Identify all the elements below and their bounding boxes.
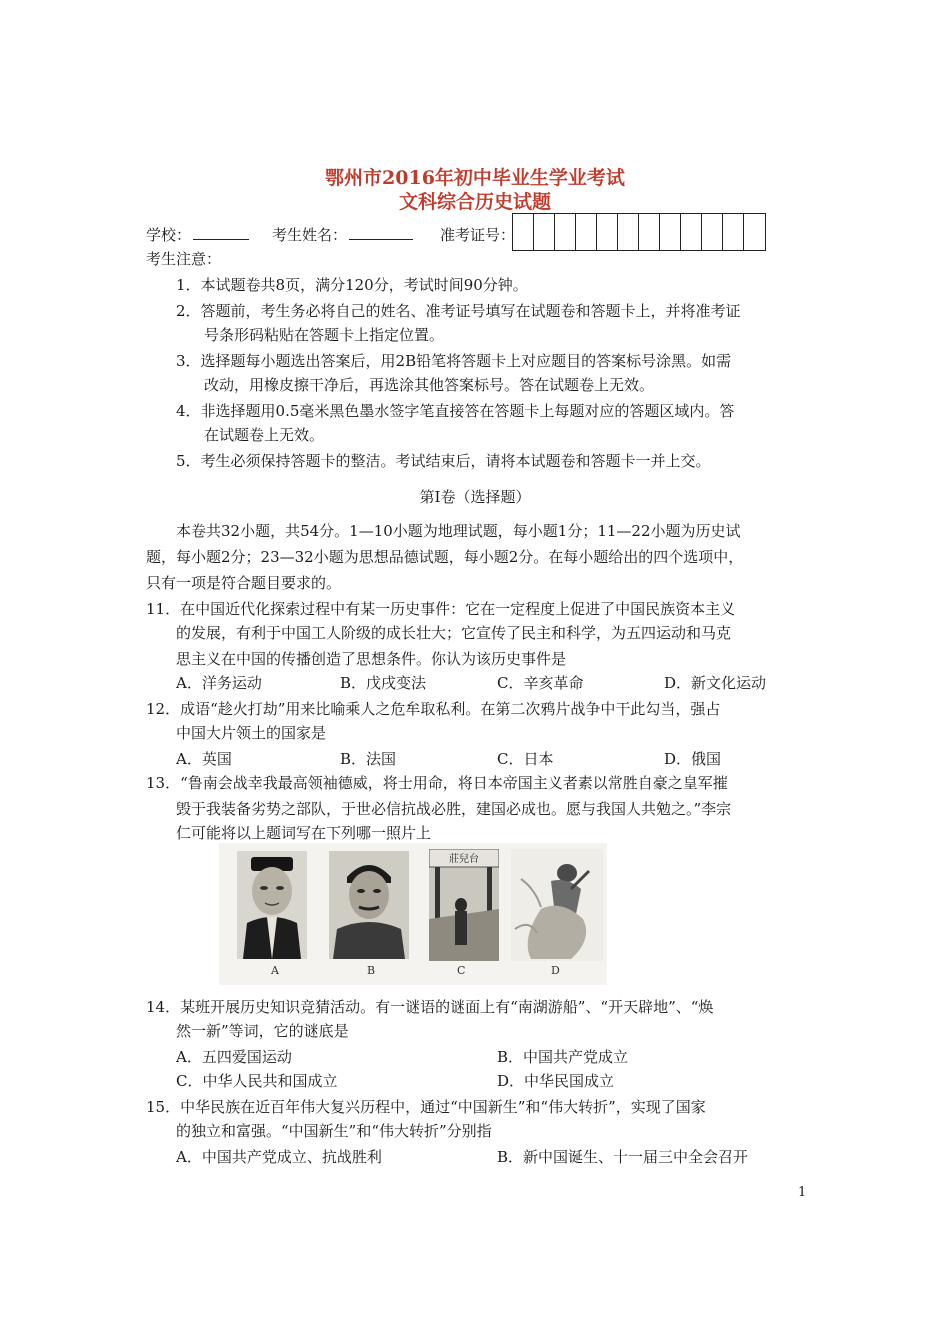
q13-line-1: 13．“鲁南会战幸我最高领袖德威，将士用命，将日本帝国主义者素以常胜自豪之皇军摧 [146,774,728,792]
photo-c-image [429,849,499,961]
q14-line-1: 14．某班开展历史知识竞猜活动。有一谜语的谜面上有“南湖游船”、“开天辟地”、“焕 [146,998,714,1016]
id-cell [597,214,618,250]
photo-a-image [237,851,307,959]
notice-line-4: 4．非选择题用0.5毫米黑色墨水签字笔直接答在答题卡上每题对应的答题区域内。答 [176,402,735,420]
id-cell [723,214,744,250]
id-cell [681,214,702,250]
q14-option-c: C．中华人民共和国成立 [176,1072,338,1090]
id-cell [576,214,597,250]
q14-option-b: B．中国共产党成立 [497,1048,629,1066]
notice-heading: 考生注意： [146,250,222,268]
photo-a-label: A [271,964,279,977]
id-cell [744,214,765,250]
id-cell [702,214,723,250]
q11-option-d: D．新文化运动 [664,674,767,692]
id-cell [534,214,555,250]
q14-option-d: D．中华民国成立 [497,1072,615,1090]
q13-photo-strip [219,843,607,985]
q13-line-3: 仁可能将以上题词写在下列哪一照片上 [176,824,432,842]
q12-option-a: A．英国 [176,750,232,768]
photo-d-label: D [551,964,560,977]
q15-option-a: A．中国共产党成立、抗战胜利 [176,1148,382,1166]
q12-line-2: 中国大片领土的国家是 [176,724,327,742]
exam-title: 鄂州市2016年初中毕业生学业考试 [325,167,625,189]
section-heading: 第Ⅰ卷（选择题） [419,488,531,506]
q12-option-d: D．俄国 [664,750,722,768]
id-cell [639,214,660,250]
photo-c-sign-text: 莊兒台 [449,854,479,865]
page-number: 1 [798,1185,807,1200]
q15-option-b: B．新中国诞生、十一届三中全会召开 [497,1148,749,1166]
q11-line-2: 的发展，有利于中国工人阶级的成长壮大；它宣传了民主和科学，为五四运动和马克 [176,624,732,642]
notice-line-1: 1．本试题卷共8页，满分120分，考试时间90分钟。 [176,276,528,294]
id-cell [555,214,576,250]
school-field [146,225,249,245]
photo-c-label: C [457,964,466,977]
notice-line-5: 5．考生必须保持答题卡的整洁。考试结束后，请将本试题卷和答题卡一并上交。 [176,452,711,470]
id-number-grid [512,213,766,251]
notice-line-4b: 在试题卷上无效。 [204,426,325,444]
id-cell [660,214,681,250]
q14-option-a: A．五四爱国运动 [176,1048,292,1066]
id-cell [618,214,639,250]
section-intro-2: 题，每小题2分；23—32小题为思想品德试题，每小题2分。在每小题给出的四个选项中， [146,548,744,566]
name-blank [349,225,413,240]
id-cell [513,214,534,250]
notice-line-3b: 改动，用橡皮擦干净后，再选涂其他答案标号。答在试题卷上无效。 [204,376,655,394]
q13-line-2: 毁于我装备劣势之部队，于世必信抗战必胜，建国必成也。愿与我国人共勉之。”李宗 [176,800,732,818]
q14-line-2: 然一新”等词，它的谜底是 [176,1022,349,1040]
name-field [272,225,413,245]
q15-line-2: 的独立和富强。“中国新生”和“伟大转折”分别指 [176,1122,492,1140]
q12-line-1: 12．成语“趁火打劫”用来比喻乘人之危牟取私利。在第二次鸦片战争中干此勾当，强占 [146,700,721,718]
school-label: 学校： [146,226,192,244]
school-blank [193,225,249,240]
q15-line-1: 15．中华民族在近百年伟大复兴历程中，通过“中国新生”和“伟大转折”，实现了国家 [146,1098,706,1116]
notice-line-2b: 号条形码粘贴在答题卡上指定位置。 [204,326,445,344]
section-intro-1: 本卷共32小题，共54分。1—10小题为地理试题，每小题1分；11—22小题为历史试 [176,522,741,540]
exam-subtitle: 文科综合历史试题 [398,191,551,213]
id-label: 准考证号： [440,226,516,244]
q12-option-c: C．日本 [497,750,554,768]
q11-option-c: C．辛亥革命 [497,674,584,692]
name-label: 考生姓名： [272,226,348,244]
notice-line-2: 2．答题前，考生务必将自己的姓名、准考证号填写在试题卷和答题卡上，并将准考证 [176,302,741,320]
photo-b-label: B [367,964,376,977]
notice-line-3: 3．选择题每小题选出答案后，用2B铅笔将答题卡上对应题目的答案标号涂黑。如需 [176,352,732,370]
q11-line-3: 思主义在中国的传播创造了思想条件。你认为该历史事件是 [176,650,567,668]
q12-option-b: B．法国 [340,750,397,768]
section-intro-3: 只有一项是符合题目要求的。 [146,574,342,592]
photo-d-image [511,849,603,961]
q11-option-a: A．洋务运动 [176,674,262,692]
q11-line-1: 11．在中国近代化探索过程中有某一历史事件：它在一定程度上促进了中国民族资本主义 [146,600,736,618]
q11-option-b: B．戊戌变法 [340,674,427,692]
photo-b-image [329,851,409,959]
